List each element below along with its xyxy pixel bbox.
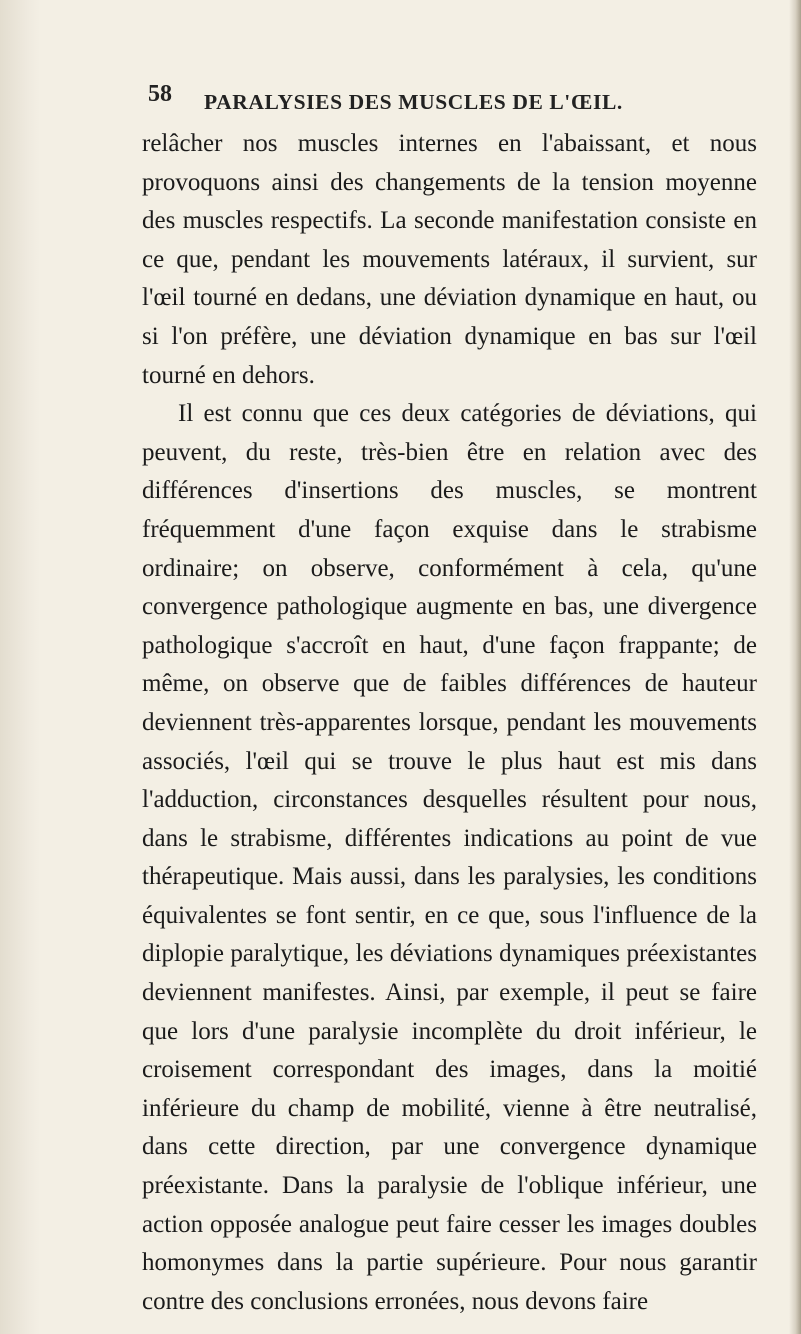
page-body [142, 125, 757, 1321]
page-gutter-shadow [0, 0, 40, 1334]
paragraph-2: Il est connu que ces deux catégories de déviations, qui peuvent, du reste, très-bien être en relation avec des différences d'insertions des muscles, se montrent fréquemment d'une façon exquise dans le strabisme ordinaire; on observe, conformément à cela, qu'une convergence pathologique augmente en bas, une divergence pathologique s'accroît en haut, d'une façon frappante; de même, on observe que de faibles différences de hauteur deviennent très-apparentes lorsque, pendant les mouvements associés, l'œil qui se trouve le plus haut est mis dans l'adduction, circonstances desquelles résultent pour nous, dans le strabisme, différentes indications au point de vue thérapeutique. Mais aussi, dans les paralysies, les conditions équivalentes se font sentir, en ce que, sous l'influence de la diplopie paralytique, les déviations dynamiques préexistantes deviennent manifestes. Ainsi, par exemple, il peut se faire que lors d'une paralysie incomplète du droit inférieur, le croisement correspondant des images, dans la moitié inférieure du champ de mobilité, vienne à être neutralisé, dans cette direction, par une convergence dynamique préexistante. Dans la paralysie de l'oblique inférieur, une action opposée analogue peut faire cesser les images doubles homonymes dans la partie supérieure. Pour nous garantir contre des conclusions erronées, nous devons faire [142, 400, 757, 1315]
page-number: 58 [148, 81, 172, 107]
page-edge-shadow [789, 0, 801, 1334]
paragraph-1: relâcher nos muscles internes en l'abaissant, et nous provoquons ainsi des changements de la tension moyenne des muscles respectifs. La seconde manifestation consiste en ce que, pendant les mouvements latéraux, il survient, sur l'œil tourné en dedans, une déviation dynamique en haut, ou si l'on préfère, une déviation dynamique en bas sur l'œil tourné en dehors. [142, 130, 757, 389]
running-head: PARALYSIES DES MUSCLES DE L'ŒIL. [204, 90, 623, 114]
